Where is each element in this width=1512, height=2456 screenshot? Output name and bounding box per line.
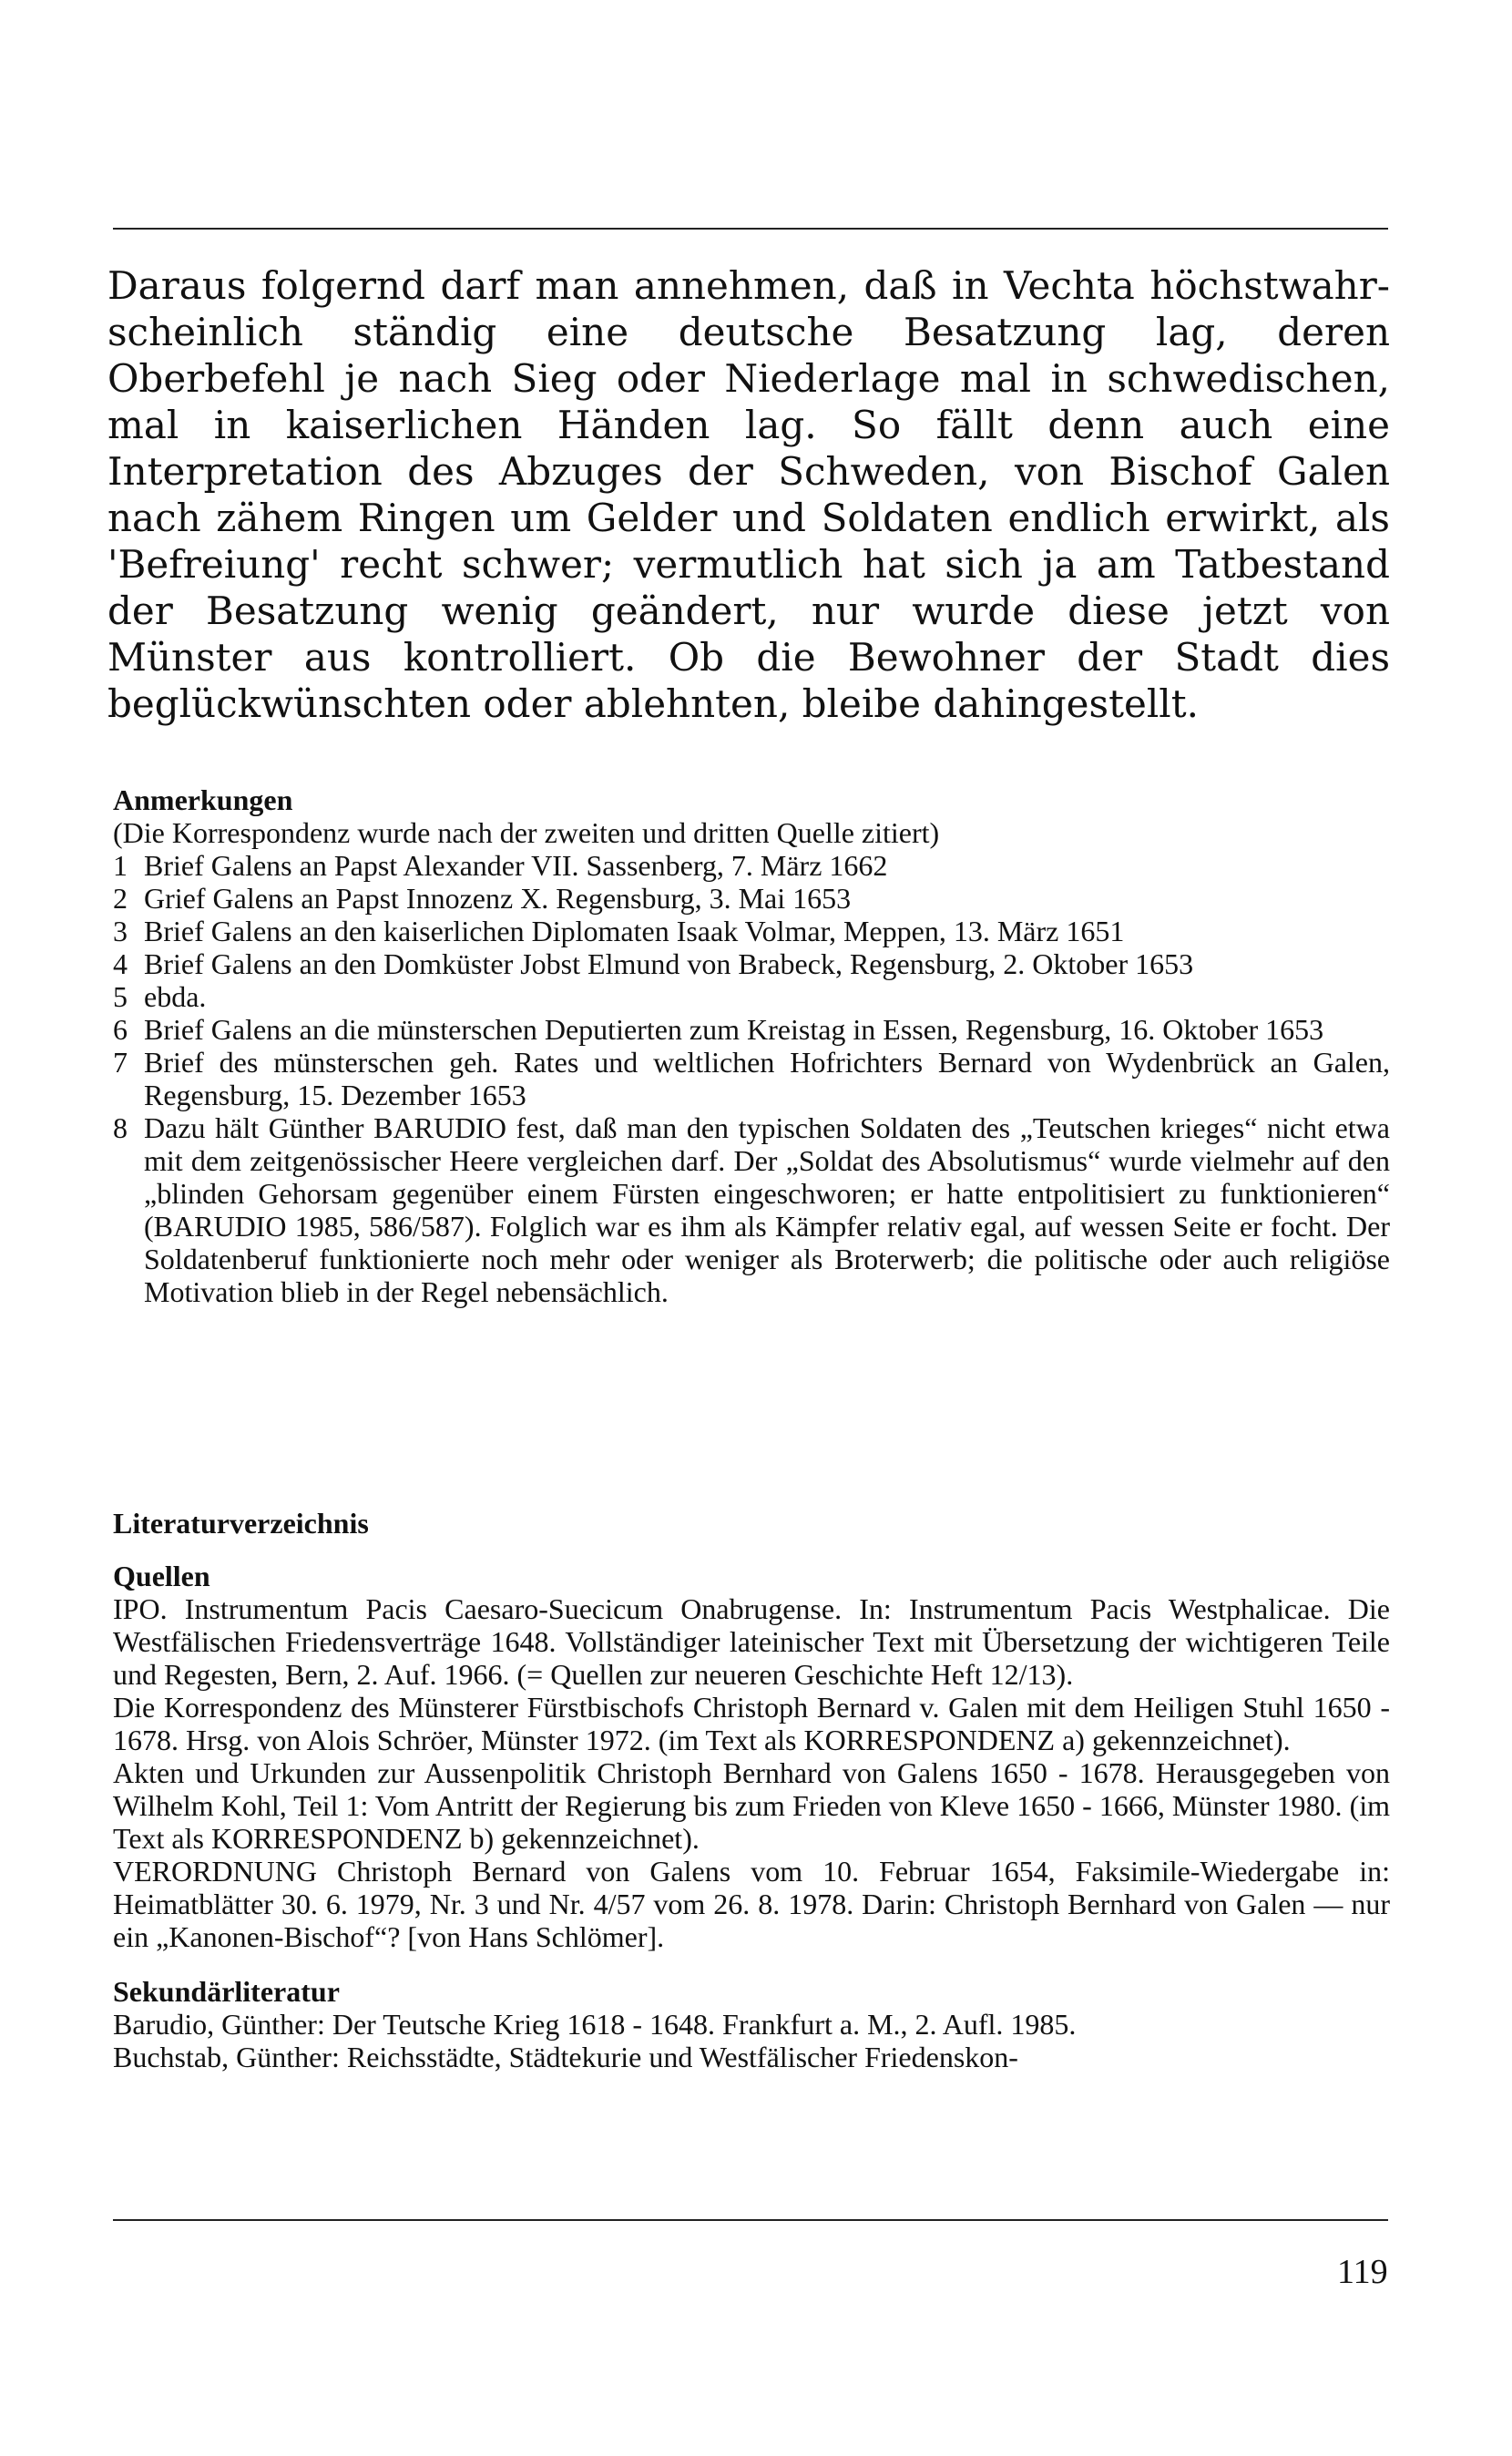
sources-block (113, 1560, 1390, 1953)
bottom-rule (113, 2219, 1388, 2221)
secondary-entry: Barudio, Günther: Der Teutsche Krieg 1618 - 1648. Frankfurt a. M., 2. Aufl. 1985. (113, 2008, 1077, 2041)
note-item (113, 849, 1390, 882)
note-number: 5 (113, 980, 128, 1013)
note-item (113, 915, 1390, 947)
sources-heading: Quellen (113, 1560, 210, 1592)
note-number: 3 (113, 915, 128, 947)
note-text: Brief Galens an Papst Alexander VII. Sassenberg, 7. März 1662 (144, 849, 888, 882)
source-entry: IPO. Instrumentum Pacis Caesaro-Suecicum Onabrugense. In: Instrumentum Pacis Westphalicae. Die Westfälischen Friedensverträge 1648. Vollständiger lateinischer Text mit Übersetzung der wichtigeren Teile und Regesten, Bern, 2. Auf. 1966. (= Quellen zur neueren Geschichte Heft 12/13). (113, 1592, 1390, 1691)
note-item (113, 980, 1390, 1013)
note-text: Brief Galens an die münsterschen Deputierten zum Kreistag in Essen, Regensburg, 16. Oktober 1653 (144, 1013, 1324, 1046)
note-text: Brief Galens an den Domküster Jobst Elmund von Brabeck, Regensburg, 2. Oktober 1653 (144, 947, 1194, 980)
note-number: 2 (113, 882, 128, 915)
literature-section (113, 1507, 1390, 2095)
note-number: 1 (113, 849, 128, 882)
note-item (113, 947, 1390, 980)
note-text: Grief Galens an Papst Innozenz X. Regensburg, 3. Mai 1653 (144, 882, 852, 915)
source-entry: Akten und Urkunden zur Aussenpolitik Christoph Bernhard von Galens 1650 - 1678. Herausgegeben von Wilhelm Kohl, Teil 1: Vom Antritt der Regierung bis zum Frieden von Kleve 1650 - 1666, Münster 1980. (im Text als KORRESPONDENZ b) gekennzeichnet). (113, 1756, 1390, 1855)
notes-intro: (Die Korrespondenz wurde nach der zweiten und dritten Quelle zitiert) (113, 816, 940, 849)
secondary-entry: Buchstab, Günther: Reichsstädte, Städtekurie und Westfälischer Friedenskon- (113, 2041, 1018, 2073)
note-item (113, 1111, 1390, 1308)
notes-heading: Anmerkungen (113, 783, 293, 816)
top-rule (113, 228, 1388, 230)
notes-list (113, 849, 1390, 1308)
source-entry: Die Korrespondenz des Münsterer Fürstbischofs Christoph Bernard v. Galen mit dem Heiligen Stuhl 1650 - 1678. Hrsg. von Alois Schröer, Münster 1972. (im Text als KORRESPONDENZ a) gekennzeichnet). (113, 1691, 1390, 1756)
secondary-block (113, 1975, 1390, 2073)
note-item (113, 1046, 1390, 1111)
note-text: Dazu hält Günther BARUDIO fest, daß man den typischen Soldaten des „Teutschen krieges“ nicht etwa mit dem zeitgenössischer Heere vergleichen darf. Der „Soldat des Absolutismus“ wurde vielmehr auf den „blinden Gehorsam gegenüber einem Fürsten eingeschworen; er hatte entpolitisiert zu funktionieren“ (BARUDIO 1985, 586/587). Folglich war es ihm als Kämpfer relativ egal, auf wessen Seite er focht. Der Soldatenberuf funktionierte noch mehr oder weniger als Broterwerb; die politische oder auch religiöse Motivation blieb in der Regel nebensächlich. (144, 1111, 1390, 1308)
note-item (113, 1013, 1390, 1046)
page-number: 119 (1337, 2253, 1388, 2291)
main-paragraph: Daraus folgernd darf man annehmen, daß in Vechta höchstwahrscheinlich ständig eine deutsche Besatzung lag, deren Oberbefehl je nach Sieg oder Niederlage mal in schwedischen, mal in kaiserlichen Händen lag. So fällt denn auch eine Interpretation des Abzuges der Schweden, von Bischof Galen nach zähem Ringen um Gelder und Soldaten endlich erwirkt, als 'Befreiung' recht schwer; vermutlich hat sich ja am Tatbestand der Besatzung wenig geändert, nur wurde diese jetzt von Münster aus kontrolliert. Ob die Bewohner der Stadt dies beglückwünschten oder ablehnten, bleibe dahingestellt. (107, 263, 1390, 726)
notes-section (113, 783, 1390, 1308)
secondary-heading: Sekundärliteratur (113, 1975, 340, 2008)
note-text: ebda. (144, 980, 207, 1013)
note-text: Brief des münsterschen geh. Rates und weltlichen Hofrichters Bernard von Wydenbrück an Galen, Regensburg, 15. Dezember 1653 (144, 1046, 1390, 1111)
note-number: 6 (113, 1013, 128, 1046)
note-number: 8 (113, 1111, 128, 1144)
source-entry: VERORDNUNG Christoph Bernard von Galens vom 10. Februar 1654, Faksimile-Wiedergabe in: Heimatblätter 30. 6. 1979, Nr. 3 und Nr. 4/57 vom 26. 8. 1978. Darin: Christoph Bernhard von Galen — nur ein „Kanonen-Bischof“? [von Hans Schlömer]. (113, 1855, 1390, 1953)
note-number: 4 (113, 947, 128, 980)
note-item (113, 882, 1390, 915)
literature-heading: Literaturverzeichnis (113, 1507, 369, 1540)
note-number: 7 (113, 1046, 128, 1079)
note-text: Brief Galens an den kaiserlichen Diplomaten Isaak Volmar, Meppen, 13. März 1651 (144, 915, 1125, 947)
